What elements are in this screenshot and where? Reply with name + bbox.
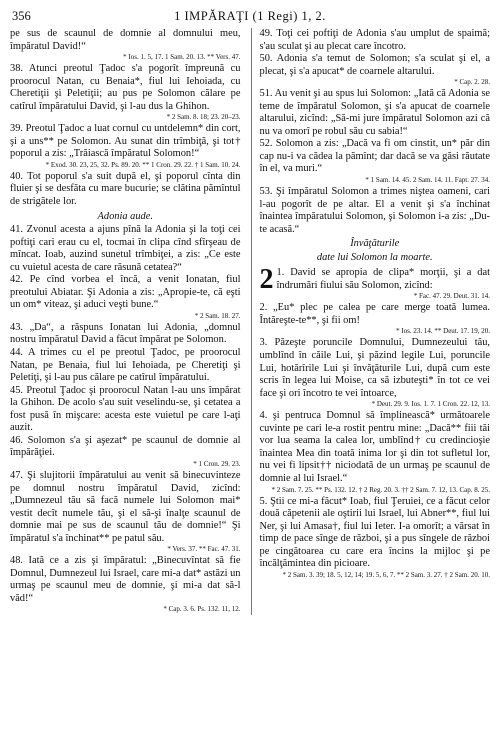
cross-reference-note: * Cap. 3. 6. Ps. 132. 11, 12. — [163, 605, 241, 614]
cross-reference-note: * Exod. 30. 23, 25, 32. Ps. 89. 20. ** 1 Cron. 29. 22. † 1 Sam. 10. 24. — [45, 160, 241, 169]
verse-paragraph: pe sus de scaunul de domnie al domnului meu, împăratul David!“ — [10, 28, 241, 52]
text-columns — [10, 28, 490, 615]
right-column — [251, 28, 491, 615]
cross-reference-note: * Ios. 1. 5, 17. 1 Sam. 20. 13. ** Vers. 47. — [123, 53, 241, 62]
cross-reference-note: * 2 Sam. 3. 39; 18. 5, 12, 14; 19. 5, 6, 7. ** 2 Sam. 3. 27. † 2 Sam. 20. 10. — [282, 570, 490, 579]
verse-paragraph: 43. „Da“, a răspuns Ionatan lui Adonia, „domnul nostru împăratul David a făcut împărat pe Solomon. — [10, 321, 241, 346]
verse-paragraph: 50. Adonia s'a temut de Solomon; s'a sculat şi el, a plecat, şi s'a apucat* de coarnele altarului. — [259, 53, 490, 77]
section-heading: date lui Solomon la moarte. — [316, 251, 433, 263]
verse-paragraph: 3. Păzeşte poruncile Domnului, Dumnezeului tău, umblînd în căile Lui, şi păzind legile Lui, poruncile Lui, hotărîrile Lui şi învăţăturile Lui, după cum este scris în legea lui Moise, ca să izbuteşti* în tot ce vei face şi ori încotro te vei întoarce, — [259, 337, 490, 399]
verse-paragraph: 51. Au venit şi au spus lui Solomon: „Iată că Adonia se teme de împăratul Solomon, şi s'a apucat de coarnele altarului, zicînd: „Să-mi jure împăratul Solomon azi că nu va omorî pe robul său cu sabia!“ — [259, 88, 490, 137]
verse-paragraph: 5. Ştii ce mi-a făcut* Ioab, fiul Ţeruiei, ce a făcut celor două căpetenii ale oştirii lui Israel, lui Abner**, fiul lui Ner, şi lui Amasa†, fiul lui Ieter. I-a omorît; a vărsat în timp de pace sînge de război, şi a pus sîngele de război pe cingătoarea cu care era încins la mijloc şi pe încălţămintea din picioare. — [259, 495, 490, 570]
cross-reference-note: * 2 Sam. 7. 25. ** Ps. 132. 12. † 2 Reg. 20. 3. †† 2 Sam. 7. 12, 13. Cap. 8. 25. — [271, 485, 490, 494]
verse-paragraph: 47. Şi slujitorii împăratului au venit să binecuvinteze pe domnul nostru împăratul David, zicînd: „Dumnezeul tău să facă numele lui Solomon mai* vestit decît numele tău, şi el să-şi înalţe scaunul de domnie mai pe sus de scaunul tău de domnie!“ Şi împăratul s'a închinat** pe patul său. — [10, 469, 241, 544]
cross-reference-note: * 2 Sam. 18. 27. — [194, 311, 241, 320]
verse-paragraph: 48. Iată ce a zis şi împăratul: „Binecuvîntat să fie Domnul, Dumnezeul lui Israel, care mi-a dat* astăzi un urmaş pe scaunul meu de domnie, şi mi-a dat să-l văd!“ — [10, 555, 241, 604]
verse-paragraph: 2. „Eu* plec pe calea pe care merge toată lumea. Întăreşte-te**, şi fii om! — [259, 302, 490, 326]
section-heading: Adonia aude. — [97, 210, 153, 222]
verse-paragraph: 40. Tot poporul s'a suit după el, şi poporul cînta din fluier şi se desfăta cu mare bucurie; se clătina pămîntul de strigătele lor. — [10, 170, 241, 208]
verse-paragraph: 52. Solomon a zis: „Dacă va fi om cinstit, un* păr din cap nu-i va cădea la pămînt; dar dacă se va găsi răutate în el, va muri.“ — [259, 138, 490, 175]
verse-paragraph: 42. Pe cînd vorbea el încă, a venit Ionatan, fiul preotului Abiatar. Şi Adonia a zis: „Apropie-te, că eşti un om* viteaz, şi aduci veşti bune.“ — [10, 274, 241, 311]
cross-reference-note: * Vers. 37. ** Fac. 47. 31. — [167, 545, 241, 554]
cross-reference-note: * Fac. 47. 29. Deut. 31. 14. — [413, 292, 490, 301]
verse-paragraph: 41. Zvonul acesta a ajuns pînă la Adonia şi la toţi cei poftiţi cari erau cu el, tocmai în clipa cînd sfîrşeau de mîncat. Ioab, auzind sunetul trîmbiţei, a zis: „Ce este cu vuietul acesta de care răsună cetatea?“ — [10, 224, 241, 273]
verse-paragraph: 38. Atunci preotul Ţadoc s'a pogorît împreună cu proorocul Natan, cu Benaia*, fiul lui Iehoiada, cu Cheretiţii şi Peletiţii; au pus pe Solomon călare pe catîrul împăratului David, şi l-au dus la Ghihon. — [10, 63, 241, 112]
cross-reference-note: * 1 Cron. 29. 23. — [193, 459, 241, 468]
cross-reference-note: * Cap. 2. 28. — [454, 78, 490, 87]
verse-paragraph: 44. A trimes cu el pe preotul Ţadoc, pe proorocul Natan, pe Benaia, fiul lui Iehoiada, pe Cheretiţi şi Peletiţi, şi l-au pus călare pe catîrul împăratului. — [10, 347, 241, 384]
verse-paragraph: 4. şi pentruca Domnul să împlinească* următoarele cuvinte pe cari le-a rostit pentru mine: „Dacă** fiii tăi vor lua seama la calea lor, umblînd† cu credincioşie înaintea Mea din toată inima lor şi din tot sufletul lor, nu vei fi lipsit†† niciodată de un urmaş pe scaunul de domnie al lui Israel.“ — [259, 410, 490, 484]
running-title: 1 IMPĂRAŢI (1 Regi) 1, 2. — [174, 9, 326, 23]
verse-paragraph: 39. Preotul Ţadoc a luat cornul cu untdelemn* din cort, şi a uns** pe Solomon. Au sunat din trîmbiţă, şi tot† poporul a zis: „Trăiască împăratul Solomon!“ — [10, 123, 241, 160]
verse-paragraph: 45. Preotul Ţadoc şi proorocul Natan l-au uns împărat la Ghihon. De acolo s'au suit veselindu-se, şi cetatea a fost pusă în mişcare: acesta este vuietul pe care l-aţi auzit. — [10, 384, 241, 434]
cross-reference-note: * 2 Sam. 8. 18; 23. 20–23. — [166, 113, 241, 122]
verse-paragraph: 49. Toţi cei poftiţi de Adonia s'au umplut de spaimă; s'au sculat şi au plecat care încotro. — [259, 28, 490, 52]
cross-reference-note: * Ios. 23. 14. ** Deut. 17. 19, 20. — [396, 327, 490, 336]
chapter-number: 2 — [259, 264, 274, 296]
page-number: 356 — [12, 9, 31, 23]
cross-reference-note: * Deut. 29. 9. Ios. 1. 7. 1 Cron. 22. 12, 13. — [371, 400, 490, 409]
page-header — [10, 8, 490, 26]
verse-paragraph — [259, 264, 491, 296]
verse-text: 1. David se apropia de clipa* morţii, şi a dat îndrumări fiului său Solomon, zicînd: — [276, 267, 490, 291]
verse-paragraph: 53. Şi împăratul Solomon a trimes niştea oameni, cari l-au pogorît de pe altar. El a venit şi s'a închinat înaintea împăratului Solomon, şi Solomon i-a zis: „Du-te acasă.“ — [259, 186, 490, 235]
section-heading: Învăţăturile — [350, 238, 400, 250]
cross-reference-note: * 1 Sam. 14. 45. 2 Sam. 14. 11. Fapt. 27. 34. — [365, 176, 490, 185]
left-column — [10, 28, 241, 615]
verse-paragraph: 46. Solomon s'a şi aşezat* pe scaunul de domnie al împărăţiei. — [10, 434, 241, 459]
